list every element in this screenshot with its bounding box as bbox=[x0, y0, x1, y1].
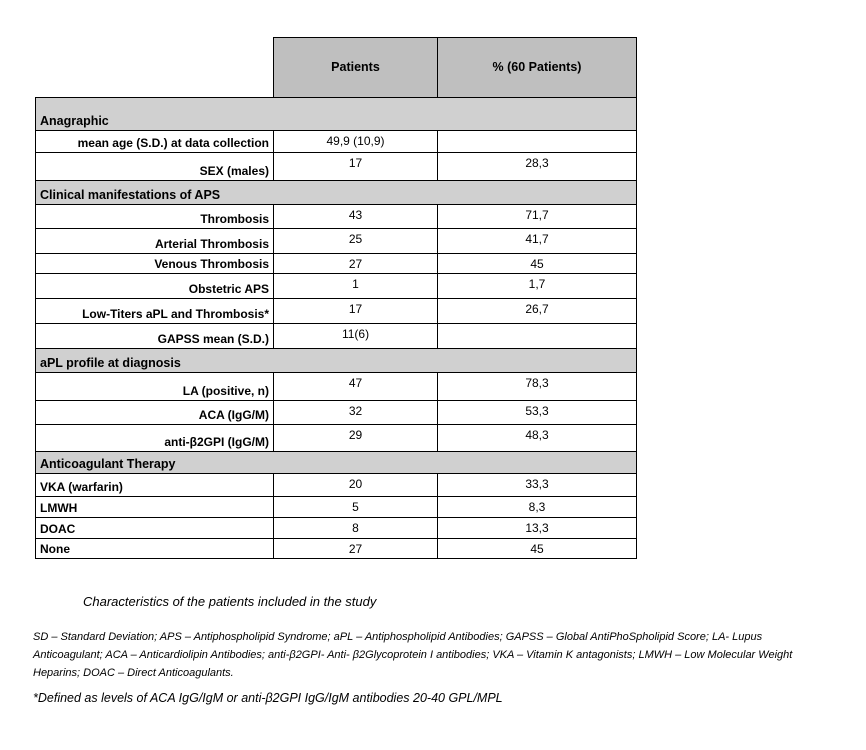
row-label: LMWH bbox=[36, 497, 274, 518]
header-percent: % (60 Patients) bbox=[438, 38, 637, 98]
row-label: Venous Thrombosis bbox=[36, 254, 274, 274]
table-row bbox=[36, 324, 637, 349]
patients-value: 1 bbox=[274, 274, 438, 299]
section-row bbox=[36, 452, 637, 474]
section-label: Anagraphic bbox=[36, 98, 637, 131]
patient-characteristics-table bbox=[35, 37, 637, 559]
row-label: Obstetric APS bbox=[36, 274, 274, 299]
row-label: ACA (IgG/M) bbox=[36, 401, 274, 425]
percent-value: 1,7 bbox=[438, 274, 637, 299]
percent-value: 41,7 bbox=[438, 229, 637, 254]
percent-value: 78,3 bbox=[438, 373, 637, 401]
patients-value: 27 bbox=[274, 539, 438, 559]
patients-value: 17 bbox=[274, 153, 438, 181]
row-label: GAPSS mean (S.D.) bbox=[36, 324, 274, 349]
header-blank-cell bbox=[36, 38, 274, 98]
row-label: DOAC bbox=[36, 518, 274, 539]
row-label: mean age (S.D.) at data collection bbox=[36, 131, 274, 153]
patients-value: 5 bbox=[274, 497, 438, 518]
percent-value: 26,7 bbox=[438, 299, 637, 324]
table-row bbox=[36, 518, 637, 539]
table-caption: Characteristics of the patients included in the study bbox=[83, 594, 377, 609]
patients-value: 29 bbox=[274, 425, 438, 452]
section-row bbox=[36, 349, 637, 373]
patients-value: 25 bbox=[274, 229, 438, 254]
patients-value: 27 bbox=[274, 254, 438, 274]
footnote: *Defined as levels of ACA IgG/IgM or anti-β2GPI IgG/IgM antibodies 20-40 GPL/MPL bbox=[33, 691, 503, 705]
section-row bbox=[36, 181, 637, 205]
section-label: Anticoagulant Therapy bbox=[36, 452, 637, 474]
percent-value: 45 bbox=[438, 254, 637, 274]
header-patients: Patients bbox=[274, 38, 438, 98]
percent-value bbox=[438, 131, 637, 153]
row-label: Thrombosis bbox=[36, 205, 274, 229]
percent-value: 48,3 bbox=[438, 425, 637, 452]
table-row bbox=[36, 299, 637, 324]
section-label: Clinical manifestations of APS bbox=[36, 181, 637, 205]
percent-value: 28,3 bbox=[438, 153, 637, 181]
percent-value: 53,3 bbox=[438, 401, 637, 425]
table-row bbox=[36, 274, 637, 299]
table-row bbox=[36, 539, 637, 559]
patients-value: 8 bbox=[274, 518, 438, 539]
patients-value: 49,9 (10,9) bbox=[274, 131, 438, 153]
row-label: SEX (males) bbox=[36, 153, 274, 181]
row-label: Arterial Thrombosis bbox=[36, 229, 274, 254]
row-label: Low-Titers aPL and Thrombosis* bbox=[36, 299, 274, 324]
percent-value: 45 bbox=[438, 539, 637, 559]
section-row bbox=[36, 98, 637, 131]
section-label: aPL profile at diagnosis bbox=[36, 349, 637, 373]
table-row bbox=[36, 474, 637, 497]
table-row bbox=[36, 425, 637, 452]
percent-value: 13,3 bbox=[438, 518, 637, 539]
row-label: VKA (warfarin) bbox=[36, 474, 274, 497]
table-row bbox=[36, 401, 637, 425]
patients-value: 11(6) bbox=[274, 324, 438, 349]
table-row bbox=[36, 497, 637, 518]
percent-value: 71,7 bbox=[438, 205, 637, 229]
header-row bbox=[36, 38, 637, 98]
patients-value: 32 bbox=[274, 401, 438, 425]
percent-value: 8,3 bbox=[438, 497, 637, 518]
abbreviations-note: SD – Standard Deviation; APS – Antiphospholipid Syndrome; aPL – Antiphospholipid Antibodies; GAPSS – Global AntiPhoSpholipid Score; LA- Lupus Anticoagulant; ACA – Anticardiolipin Antibodies; anti-β2GPI- Anti- β2Glycoprotein I antibodies; VKA – Vitamin K antagonists; LMWH – Low Molecular Weight Heparins; DOAC – Direct Anticoagulants. bbox=[33, 631, 793, 679]
row-label: None bbox=[36, 539, 274, 559]
patients-value: 43 bbox=[274, 205, 438, 229]
row-label: LA (positive, n) bbox=[36, 373, 274, 401]
percent-value bbox=[438, 324, 637, 349]
patients-value: 47 bbox=[274, 373, 438, 401]
patients-value: 17 bbox=[274, 299, 438, 324]
patients-value: 20 bbox=[274, 474, 438, 497]
percent-value: 33,3 bbox=[438, 474, 637, 497]
table-row bbox=[36, 373, 637, 401]
table-row bbox=[36, 229, 637, 254]
table-row bbox=[36, 153, 637, 181]
table-row bbox=[36, 131, 637, 153]
table-row bbox=[36, 254, 637, 274]
table-row bbox=[36, 205, 637, 229]
row-label: anti-β2GPI (IgG/M) bbox=[36, 425, 274, 452]
